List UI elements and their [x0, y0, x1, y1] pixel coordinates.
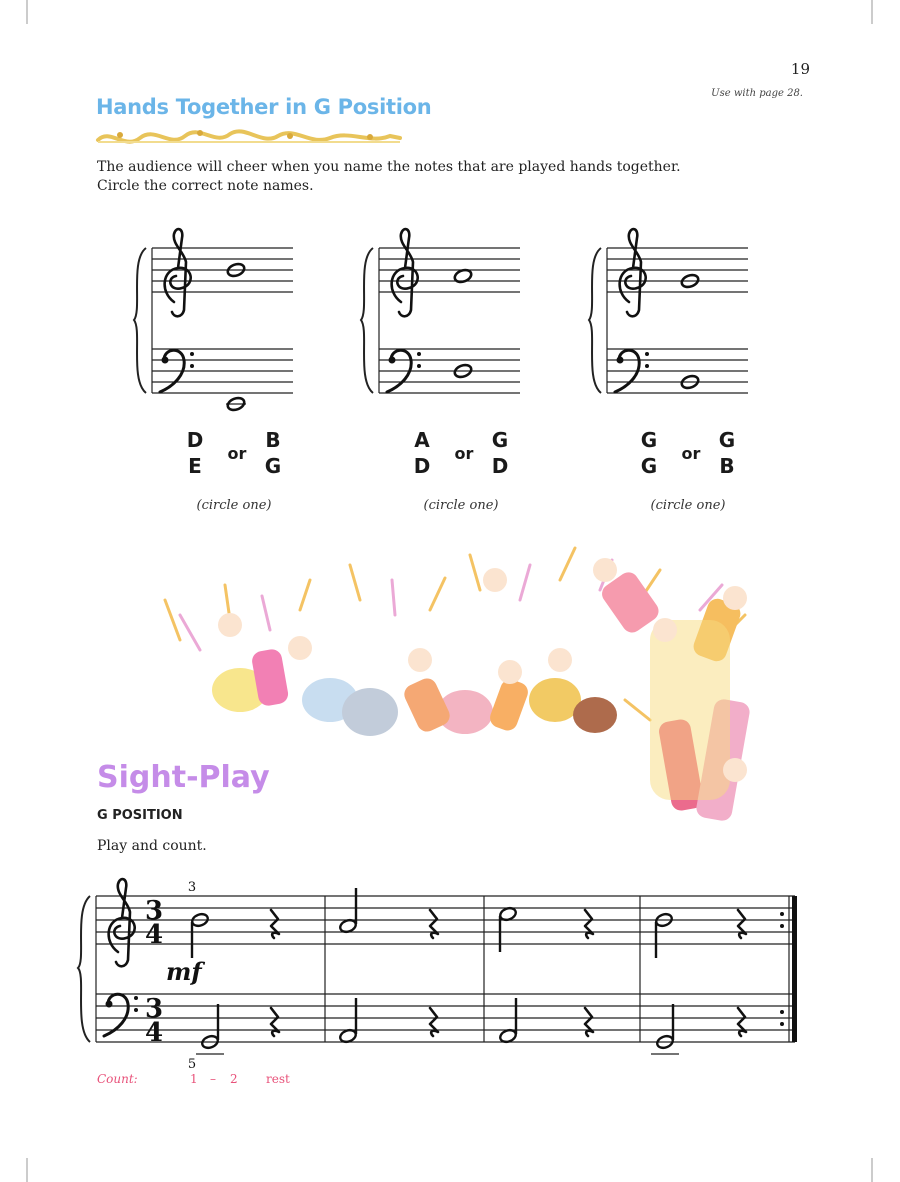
instruction-line-2: Circle the correct note names.: [97, 178, 314, 194]
count-beat-1: 1: [190, 1072, 198, 1086]
section-title-sight-play: Sight-Play: [97, 760, 270, 795]
quarter-rest-icon: [585, 910, 593, 938]
time-signature-top: 3: [144, 994, 164, 1024]
page-number: 19: [790, 60, 810, 78]
option-b-top[interactable]: G: [491, 428, 509, 452]
quarter-rest-icon: [585, 1008, 593, 1036]
or-label: or: [454, 444, 474, 463]
quarter-rest-icon: [738, 910, 746, 938]
half-note-icon: [339, 998, 358, 1044]
half-note-icon: [499, 998, 518, 1044]
circle-one-hint: (circle one): [423, 498, 499, 513]
half-note-icon: [191, 912, 210, 958]
count-rest: rest: [266, 1072, 290, 1086]
quarter-rest-icon: [271, 1008, 279, 1036]
quarter-rest-icon: [430, 1008, 438, 1036]
finger-number-treble: 3: [187, 880, 197, 895]
quarter-rest-icon: [738, 1008, 746, 1036]
dynamic-marking: mf: [166, 957, 202, 986]
half-note-icon: [656, 1004, 675, 1050]
time-signature-bottom: 4: [144, 920, 164, 950]
option-b-bottom[interactable]: D: [491, 454, 509, 478]
or-label: or: [681, 444, 701, 463]
option-b-bottom[interactable]: G: [264, 454, 282, 478]
treble-clef-icon: [109, 879, 135, 966]
option-a-top[interactable]: G: [640, 428, 658, 452]
use-with-note: Use with page 28.: [711, 88, 803, 99]
instruction-line-1: The audience will cheer when you name the notes that are played hands together.: [97, 159, 681, 175]
option-a-bottom[interactable]: G: [640, 454, 658, 478]
option-a-top[interactable]: A: [414, 428, 430, 452]
section-subtitle-g-position: G POSITION: [97, 808, 183, 823]
quarter-rest-icon: [271, 910, 279, 938]
sight-play-instruction: Play and count.: [97, 838, 207, 854]
or-label: or: [227, 444, 247, 463]
option-a-top[interactable]: D: [186, 428, 204, 452]
section-title-hands-together: Hands Together in G Position: [96, 95, 432, 119]
quarter-rest-icon: [430, 910, 438, 938]
time-signature-bottom: 4: [144, 1018, 164, 1048]
half-note-icon: [499, 906, 518, 952]
count-beat-2: 2: [230, 1072, 238, 1086]
half-note-icon: [339, 888, 358, 934]
count-dash: –: [210, 1072, 216, 1086]
half-note-icon: [201, 1004, 220, 1050]
half-note-icon: [655, 912, 674, 958]
finger-number-bass: 5: [187, 1057, 197, 1072]
time-signature-top: 3: [144, 896, 164, 926]
circle-one-hint: (circle one): [196, 498, 272, 513]
circle-one-hint: (circle one): [650, 498, 726, 513]
option-b-top[interactable]: G: [718, 428, 736, 452]
count-label: Count:: [97, 1072, 138, 1086]
option-b-top[interactable]: B: [265, 428, 281, 452]
option-b-bottom[interactable]: B: [719, 454, 735, 478]
option-a-bottom[interactable]: D: [413, 454, 431, 478]
option-a-bottom[interactable]: E: [188, 454, 202, 478]
